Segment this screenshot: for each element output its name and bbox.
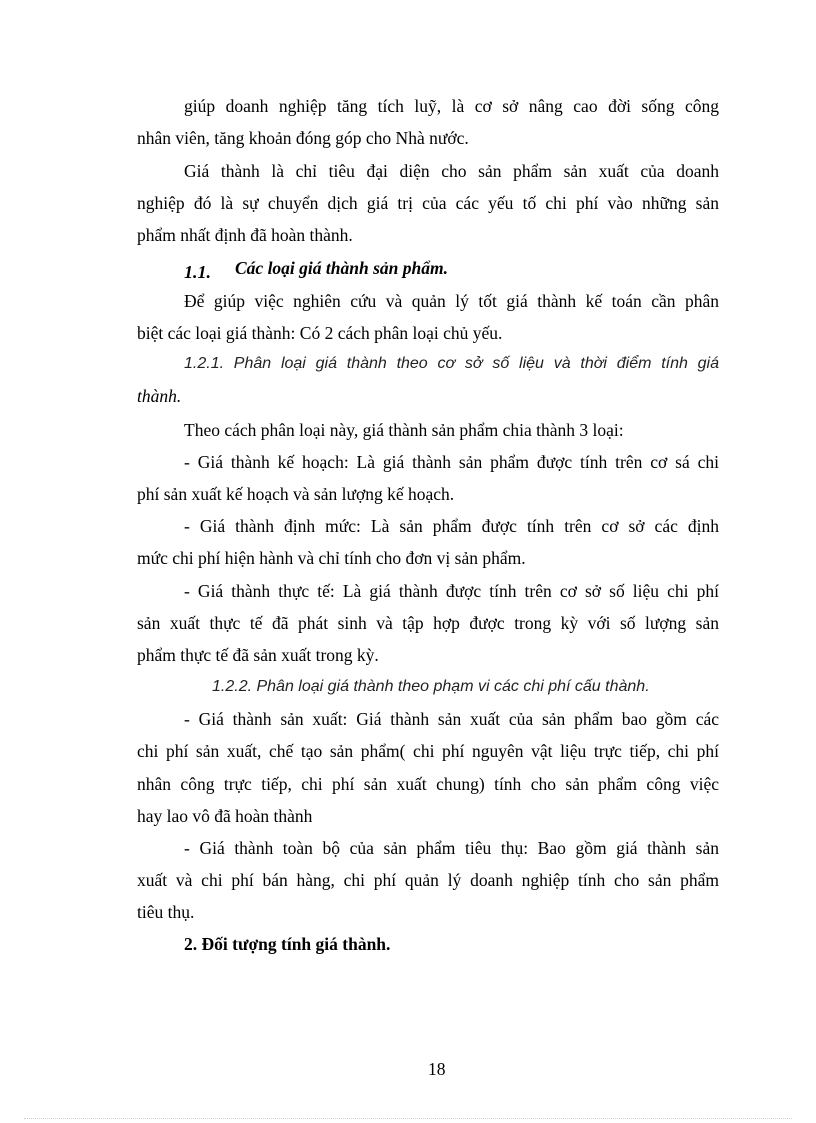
paragraph-line: sản xuất thực tế đã phát sinh và tập hợp được trong kỳ với số lượng sản (137, 613, 719, 633)
paragraph-line: nhân viên, tăng khoản đóng góp cho Nhà nước. (137, 128, 469, 148)
paragraph-line: hay lao vô đã hoàn thành (137, 806, 313, 826)
paragraph-line: phẩm nhất định đã hoàn thành. (137, 225, 353, 245)
subsection-heading: 1.2.2. Phân loại giá thành theo phạm vi các chi phí cấu thành. (212, 678, 650, 695)
paragraph-line: Giá thành là chỉ tiêu đại diện cho sản phẩm sản xuất của doanh (184, 161, 719, 181)
paragraph-line: phẩm thực tế đã sản xuất trong kỳ. (137, 645, 379, 665)
paragraph-line: - Giá thành kế hoạch: Là giá thành sản phẩm được tính trên cơ sá chi (184, 452, 719, 472)
paragraph-line: - Giá thành thực tế: Là giá thành được tính trên cơ sở số liệu chi phí (184, 581, 719, 601)
chapter-heading: 2. Đối tượng tính giá thành. (184, 934, 391, 954)
subsection-heading: 1.2.1. Phân loại giá thành theo cơ sở số liệu và thời điểm tính giá (184, 355, 719, 372)
page-number: 18 (428, 1059, 446, 1079)
paragraph-line: - Giá thành toàn bộ của sản phẩm tiêu thụ: Bao gồm giá thành sản (184, 838, 719, 858)
paragraph-line: Để giúp việc nghiên cứu và quản lý tốt giá thành kế toán cần phân (184, 291, 719, 311)
subsection-heading: thành. (137, 386, 182, 406)
footer-divider (24, 1118, 792, 1119)
section-heading-number: 1.1. (184, 262, 211, 282)
section-heading-title: Các loại giá thành sản phẩm. (235, 258, 448, 278)
paragraph-line: nghiệp đó là sự chuyển dịch giá trị của các yếu tố chi phí vào những sản (137, 193, 719, 213)
paragraph-line: - Giá thành sản xuất: Giá thành sản xuất của sản phẩm bao gồm các (184, 709, 719, 729)
paragraph-line: giúp doanh nghiệp tăng tích luỹ, là cơ sở nâng cao đời sống công (184, 96, 719, 116)
paragraph-line: - Giá thành định mức: Là sản phẩm được tính trên cơ sở các định (184, 516, 719, 536)
paragraph-line: nhân công trực tiếp, chi phí sản xuất chung) tính cho sản phẩm công việc (137, 774, 719, 794)
paragraph-line: biệt các loại giá thành: Có 2 cách phân loại chủ yếu. (137, 323, 503, 343)
paragraph-line: tiêu thụ. (137, 902, 195, 922)
paragraph-line: mức chi phí hiện hành và chỉ tính cho đơn vị sản phẩm. (137, 548, 526, 568)
paragraph-line: chi phí sản xuất, chế tạo sản phẩm( chi phí nguyên vật liệu trực tiếp, chi phí (137, 741, 719, 761)
paragraph-line: phí sản xuất kế hoạch và sản lượng kế hoạch. (137, 484, 455, 504)
paragraph-line: xuất và chi phí bán hàng, chi phí quản lý doanh nghiệp tính cho sản phẩm (137, 870, 719, 890)
paragraph-line: Theo cách phân loại này, giá thành sản phẩm chia thành 3 loại: (184, 420, 624, 440)
